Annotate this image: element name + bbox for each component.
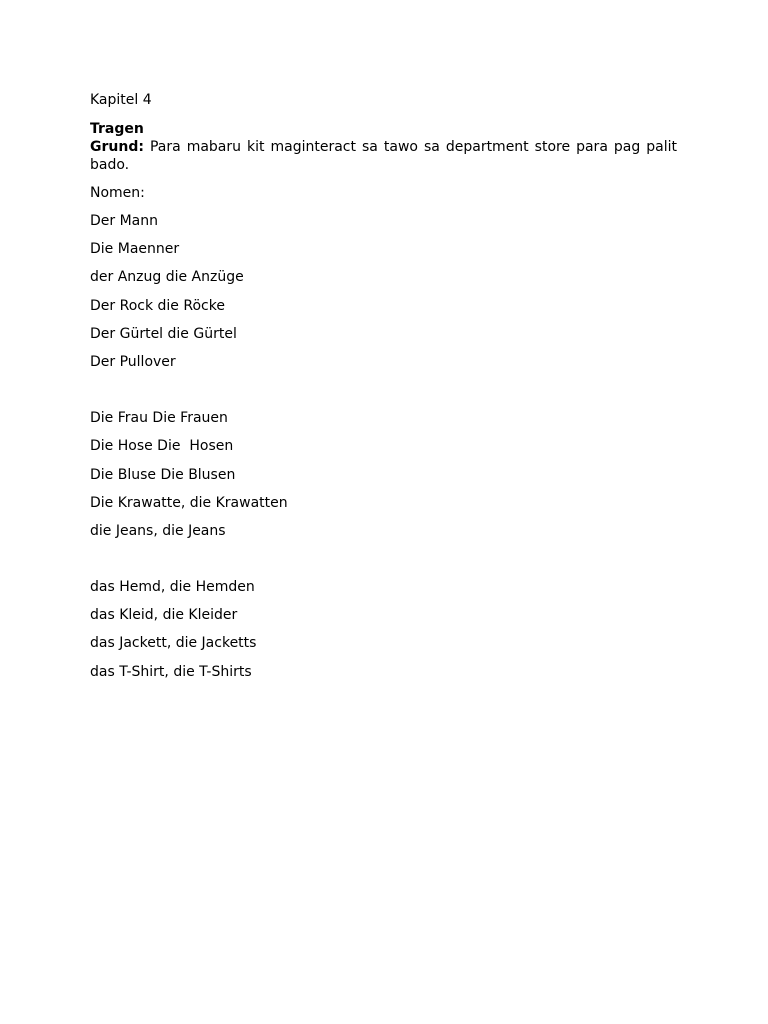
list-item: das Hemd, die Hemden (90, 579, 255, 596)
list-item: das Jackett, die Jacketts (90, 635, 257, 652)
nouns-label: Nomen: (90, 185, 145, 201)
list-item: Die Hose Die Hosen (90, 438, 234, 455)
list-item: Die Frau Die Frauen (90, 410, 228, 427)
lesson-title: Tragen (90, 121, 144, 137)
spacer (90, 381, 677, 409)
list-item: Die Krawatte, die Krawatten (90, 494, 288, 511)
masculine-noun-list (90, 212, 677, 371)
list-item: die Jeans, die Jeans (90, 522, 226, 539)
list-item: das T-Shirt, die T-Shirts (90, 663, 252, 680)
list-item: Der Rock die Röcke (90, 297, 225, 314)
list-item: der Anzug die Anzüge (90, 269, 244, 286)
document-page (90, 91, 677, 691)
chapter-heading: Kapitel 4 (90, 92, 152, 108)
neuter-noun-list (90, 578, 677, 681)
list-item: Der Mann (90, 213, 159, 229)
list-item: das Kleid, die Kleider (90, 607, 238, 624)
grund-paragraph (90, 138, 677, 174)
list-item: Die Bluse Die Blusen (90, 466, 236, 483)
grund-text: Para mabaru kit maginteract sa tawo sa department store para pag palit bado. (90, 139, 677, 173)
feminine-noun-list (90, 409, 677, 540)
list-item: Der Pullover (90, 353, 176, 370)
spacer (90, 550, 677, 578)
list-item: Der Gürtel die Gürtel (90, 325, 237, 342)
list-item: Die Maenner (90, 241, 180, 258)
grund-label: Grund: (90, 139, 144, 155)
